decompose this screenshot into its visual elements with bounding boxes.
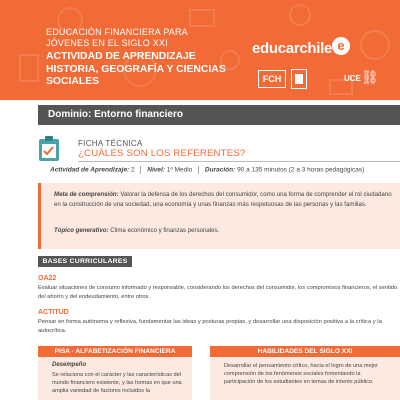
level-key: Nivel: — [147, 166, 165, 174]
bases-curriculares-tag — [38, 256, 132, 267]
partner-logo-icon: ⛓ — [361, 69, 379, 85]
ficha-divider — [78, 161, 400, 162]
oa-code: OA22 — [38, 275, 57, 282]
duration-key: Duración: — [204, 166, 236, 174]
pisa-box — [38, 346, 192, 400]
pisa-subtitle: Desempeño — [52, 362, 87, 368]
meta-line — [50, 166, 364, 174]
fch-logo: FCH — [258, 70, 286, 88]
pisa-header: PISA - ALFABETIZACIÓN FINANCIERA — [38, 346, 192, 357]
bases-label: BASES CURRICULARES — [42, 258, 128, 265]
habilidades-body — [210, 357, 400, 400]
pisa-text: Se relaciona con el carácter y las características del mundo financiero existente, y las formas en que una amplia variedad de factores incluidos la — [52, 372, 182, 394]
goal-text: Valorar la defensa de los derechos del consumidor, como una forma de comprender el rol ciudadano en la construcción de una sociedad, una economía y unas finanzas más respetuosas de las personas y las familias. — [54, 191, 392, 208]
actitud-text: Pensar en forma autónoma y reflexiva, fundamentar las ideas y posturas propias, y desarrollar una disposición positiva a la crítica y la autocrítica. — [38, 319, 382, 334]
activity-key: Actividad de Aprendizaje: — [50, 166, 130, 174]
goal-paragraph — [54, 190, 392, 209]
crest-logo — [291, 69, 307, 89]
habilidades-header: HABILIDADES DEL SIGLO XXI — [210, 346, 400, 357]
pisa-body — [38, 357, 192, 400]
duration-value: 90 a 135 minutos (2 a 3 horas pedagógicas) — [237, 166, 365, 174]
uce-logo: UCE — [344, 74, 361, 83]
ficha-title: ¿CUÁLES SON LOS REFERENTES? — [78, 148, 246, 159]
domain-label: Dominio: Entorno financiero — [48, 109, 183, 120]
domain-bar — [38, 105, 400, 125]
topic-key: Tópico generativo: — [54, 227, 109, 234]
activity-value: 2 — [131, 166, 135, 174]
habilidades-box — [210, 346, 400, 400]
level-value: 1º Medio — [166, 166, 193, 174]
ficha-label: FICHA TÉCNICA — [78, 139, 143, 148]
actitud-label: ACTITUD — [38, 309, 69, 316]
header-superscript: EDUCACIÓN FINANCIERA PARA JÓVENES EN EL SIGLO XXI — [46, 27, 188, 48]
crest-shape — [295, 74, 303, 84]
header-banner — [0, 0, 400, 100]
meta-separator — [140, 166, 141, 174]
topic-paragraph — [54, 226, 392, 236]
comprension-accent-bar — [38, 183, 41, 249]
header-title: ACTIVIDAD DE APRENDIZAJE HISTORIA, GEOGRAFÍA Y CIENCIAS SOCIALES — [46, 51, 226, 87]
meta-separator — [198, 166, 199, 174]
educarchile-logo-badge: e — [332, 37, 350, 55]
habilidades-text: Desarrollar el pensamiento crítico, hacia el logro de una mejor comprensión de los fenómenos sociales fomentando la participación de los estudiantes en temas de interés público. — [224, 363, 378, 385]
clipboard-check-icon — [38, 136, 60, 162]
oa-text: Evaluar situaciones de consumo informado y responsable, considerando los derechos del consumidor, los compromisos financieros, el sentido del ahorro y del endeudamiento, entre otros. — [38, 285, 398, 300]
comprension-box — [38, 183, 400, 249]
goal-key: Meta de comprensión: — [54, 191, 119, 198]
educarchile-logo[interactable]: educarchile — [252, 40, 333, 57]
topic-text: Clima económico y finanzas personales. — [110, 227, 220, 234]
